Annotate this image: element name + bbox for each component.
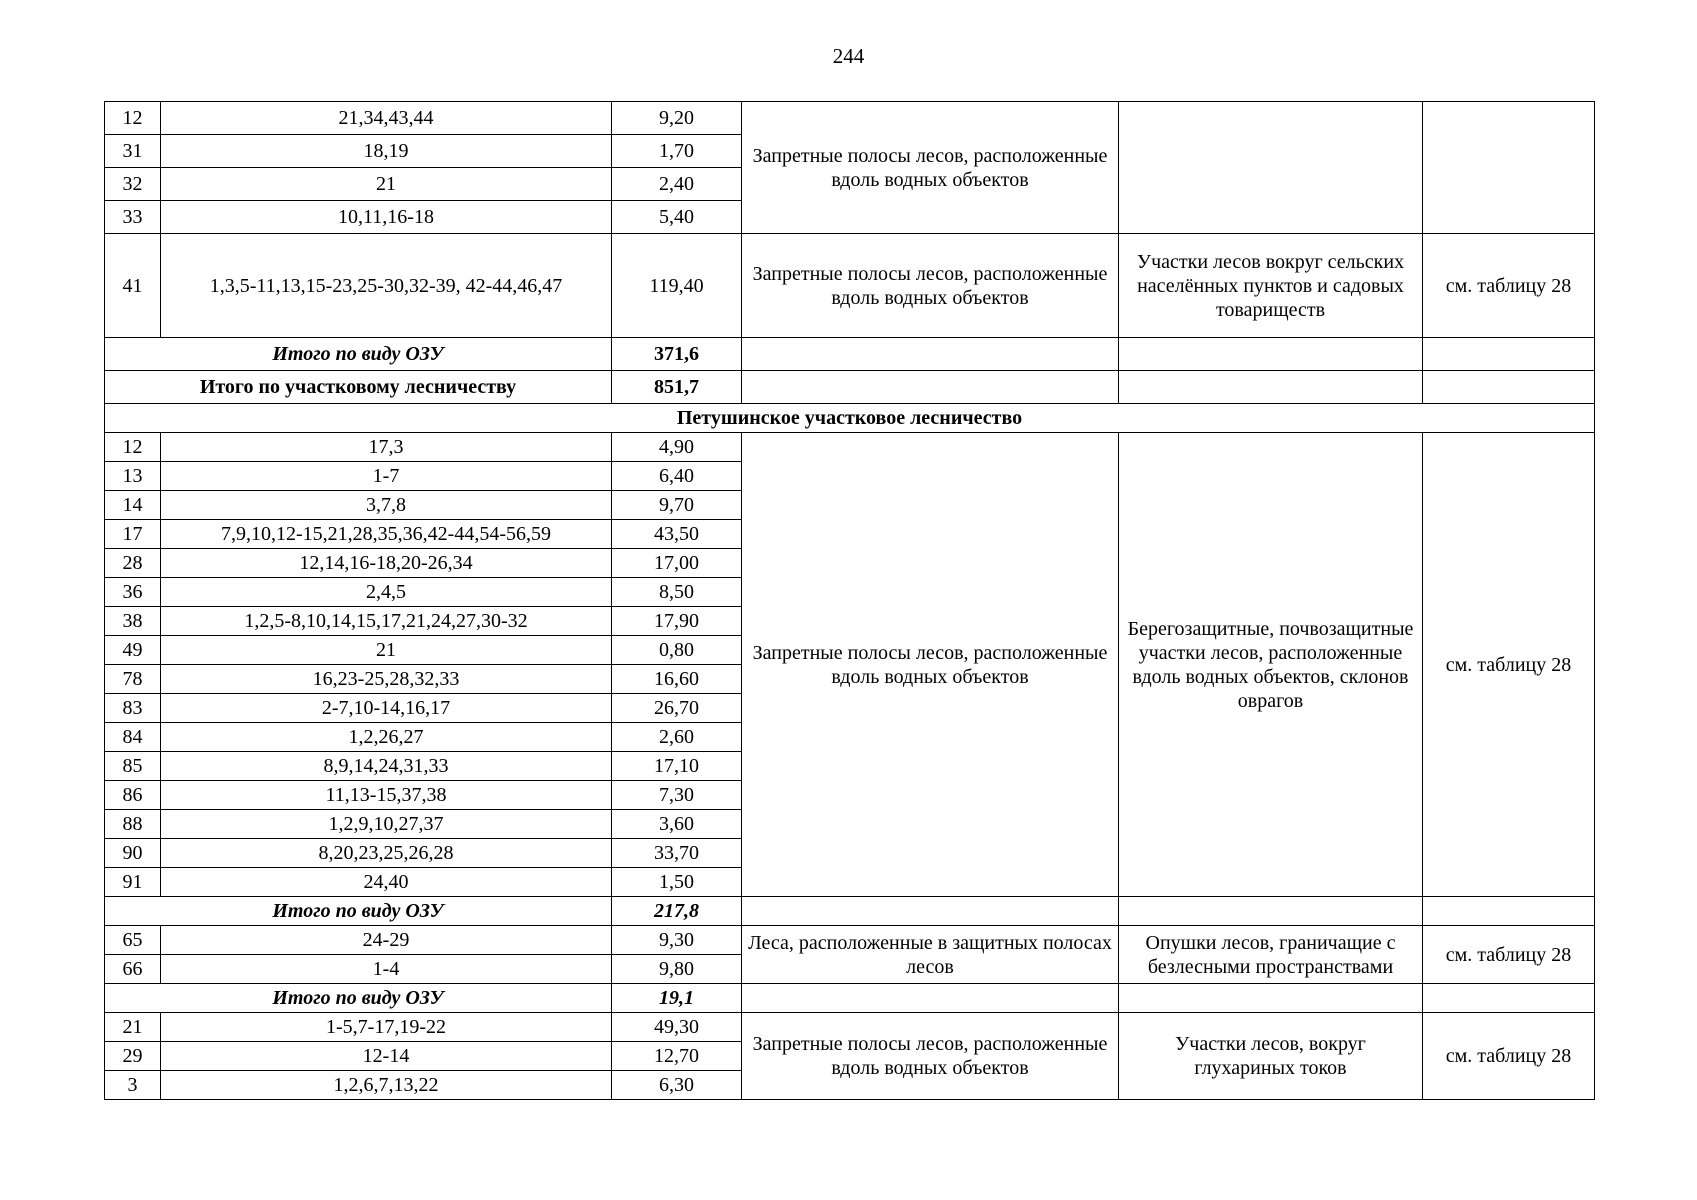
quarter-number: 12 (105, 102, 161, 135)
plot-list: 24,40 (161, 868, 612, 897)
plot-list: 1-5,7-17,19-22 (161, 1013, 612, 1042)
quarter-number: 38 (105, 607, 161, 636)
plot-list: 1,2,9,10,27,37 (161, 810, 612, 839)
ozu-total-row (105, 897, 1595, 926)
quarter-number: 65 (105, 926, 161, 955)
section-title: Петушинское участковое лесничество (105, 404, 1595, 433)
plot-list: 1,3,5-11,13,15-23,25-30,32-39, 42-44,46,47 (161, 234, 612, 338)
ozu-cell: Участки лесов, вокруг глухариных токов (1119, 1013, 1423, 1100)
total-label: Итого по участковому лесничеству (105, 371, 612, 404)
ozu-total-row (105, 338, 1595, 371)
quarter-number: 41 (105, 234, 161, 338)
plot-list: 18,19 (161, 135, 612, 168)
reference-cell: см. таблицу 28 (1423, 234, 1595, 338)
quarter-number: 14 (105, 491, 161, 520)
area-value: 16,60 (612, 665, 742, 694)
plot-list: 12-14 (161, 1042, 612, 1071)
area-value: 7,30 (612, 781, 742, 810)
plot-list: 1-4 (161, 955, 612, 984)
area-value: 49,30 (612, 1013, 742, 1042)
table-row (105, 1013, 1595, 1042)
quarter-number: 33 (105, 201, 161, 234)
quarter-number: 31 (105, 135, 161, 168)
area-value: 119,40 (612, 234, 742, 338)
reference-cell: см. таблицу 28 (1423, 433, 1595, 897)
plot-list: 21,34,43,44 (161, 102, 612, 135)
quarter-number: 66 (105, 955, 161, 984)
ozu-cell: Участки лесов вокруг сельских населённых пунктов и садовых товариществ (1119, 234, 1423, 338)
area-value: 17,10 (612, 752, 742, 781)
ozu-total-row (105, 984, 1595, 1013)
category-cell: Запретные полосы лесов, расположенные вдоль водных объектов (742, 234, 1119, 338)
area-value: 4,90 (612, 433, 742, 462)
table-row (105, 433, 1595, 462)
quarter-number: 91 (105, 868, 161, 897)
area-value: 43,50 (612, 520, 742, 549)
total-value: 851,7 (612, 371, 742, 404)
area-value: 8,50 (612, 578, 742, 607)
total-value: 371,6 (612, 338, 742, 371)
quarter-number: 84 (105, 723, 161, 752)
plot-list: 1,2,26,27 (161, 723, 612, 752)
quarter-number: 29 (105, 1042, 161, 1071)
total-value: 19,1 (612, 984, 742, 1013)
plot-list: 1,2,6,7,13,22 (161, 1071, 612, 1100)
plot-list: 1-7 (161, 462, 612, 491)
total-label: Итого по виду ОЗУ (105, 984, 612, 1013)
plot-list: 12,14,16-18,20-26,34 (161, 549, 612, 578)
area-value: 1,70 (612, 135, 742, 168)
quarter-number: 49 (105, 636, 161, 665)
area-value: 5,40 (612, 201, 742, 234)
plot-list: 21 (161, 168, 612, 201)
reference-cell: см. таблицу 28 (1423, 1013, 1595, 1100)
area-value: 9,80 (612, 955, 742, 984)
total-label: Итого по виду ОЗУ (105, 338, 612, 371)
quarter-number: 13 (105, 462, 161, 491)
category-cell: Запретные полосы лесов, расположенные вдоль водных объектов (742, 102, 1119, 234)
plot-list: 1,2,5-8,10,14,15,17,21,24,27,30-32 (161, 607, 612, 636)
area-value: 3,60 (612, 810, 742, 839)
quarter-number: 36 (105, 578, 161, 607)
area-value: 9,20 (612, 102, 742, 135)
area-value: 26,70 (612, 694, 742, 723)
forestry-total-row (105, 371, 1595, 404)
ozu-cell: Берегозащитные, почвозащитные участки лесов, расположенные вдоль водных объектов, склонов оврагов (1119, 433, 1423, 897)
reference-cell: см. таблицу 28 (1423, 926, 1595, 984)
area-value: 6,40 (612, 462, 742, 491)
area-value: 9,30 (612, 926, 742, 955)
quarter-number: 32 (105, 168, 161, 201)
plot-list: 8,20,23,25,26,28 (161, 839, 612, 868)
area-value: 33,70 (612, 839, 742, 868)
table-row (105, 102, 1595, 135)
category-cell: Запретные полосы лесов, расположенные вдоль водных объектов (742, 1013, 1119, 1100)
quarter-number: 88 (105, 810, 161, 839)
ozu-cell (1119, 102, 1423, 234)
area-value: 12,70 (612, 1042, 742, 1071)
quarter-number: 83 (105, 694, 161, 723)
plot-list: 3,7,8 (161, 491, 612, 520)
quarter-number: 3 (105, 1071, 161, 1100)
plot-list: 2,4,5 (161, 578, 612, 607)
plot-list: 11,13-15,37,38 (161, 781, 612, 810)
quarter-number: 85 (105, 752, 161, 781)
plot-list: 7,9,10,12-15,21,28,35,36,42-44,54-56,59 (161, 520, 612, 549)
quarter-number: 17 (105, 520, 161, 549)
page-number: 244 (832, 44, 865, 68)
area-value: 17,90 (612, 607, 742, 636)
plot-list: 10,11,16-18 (161, 201, 612, 234)
plot-list: 21 (161, 636, 612, 665)
plot-list: 2-7,10-14,16,17 (161, 694, 612, 723)
quarter-number: 28 (105, 549, 161, 578)
section-header-row (105, 404, 1595, 433)
ozu-cell: Опушки лесов, граничащие с безлесными пространствами (1119, 926, 1423, 984)
category-cell: Леса, расположенные в защитных полосах лесов (742, 926, 1119, 984)
total-label: Итого по виду ОЗУ (105, 897, 612, 926)
plot-list: 24-29 (161, 926, 612, 955)
area-value: 1,50 (612, 868, 742, 897)
table-row (105, 234, 1595, 338)
quarter-number: 12 (105, 433, 161, 462)
area-value: 2,60 (612, 723, 742, 752)
total-value: 217,8 (612, 897, 742, 926)
area-value: 2,40 (612, 168, 742, 201)
area-value: 0,80 (612, 636, 742, 665)
plot-list: 8,9,14,24,31,33 (161, 752, 612, 781)
area-value: 6,30 (612, 1071, 742, 1100)
area-value: 9,70 (612, 491, 742, 520)
table-row (105, 926, 1595, 955)
plot-list: 17,3 (161, 433, 612, 462)
area-value: 17,00 (612, 549, 742, 578)
plot-list: 16,23-25,28,32,33 (161, 665, 612, 694)
quarter-number: 90 (105, 839, 161, 868)
quarter-number: 78 (105, 665, 161, 694)
quarter-number: 86 (105, 781, 161, 810)
reference-cell (1423, 102, 1595, 234)
quarter-number: 21 (105, 1013, 161, 1042)
protective-forests-table (104, 101, 1595, 1100)
category-cell: Запретные полосы лесов, расположенные вдоль водных объектов (742, 433, 1119, 897)
